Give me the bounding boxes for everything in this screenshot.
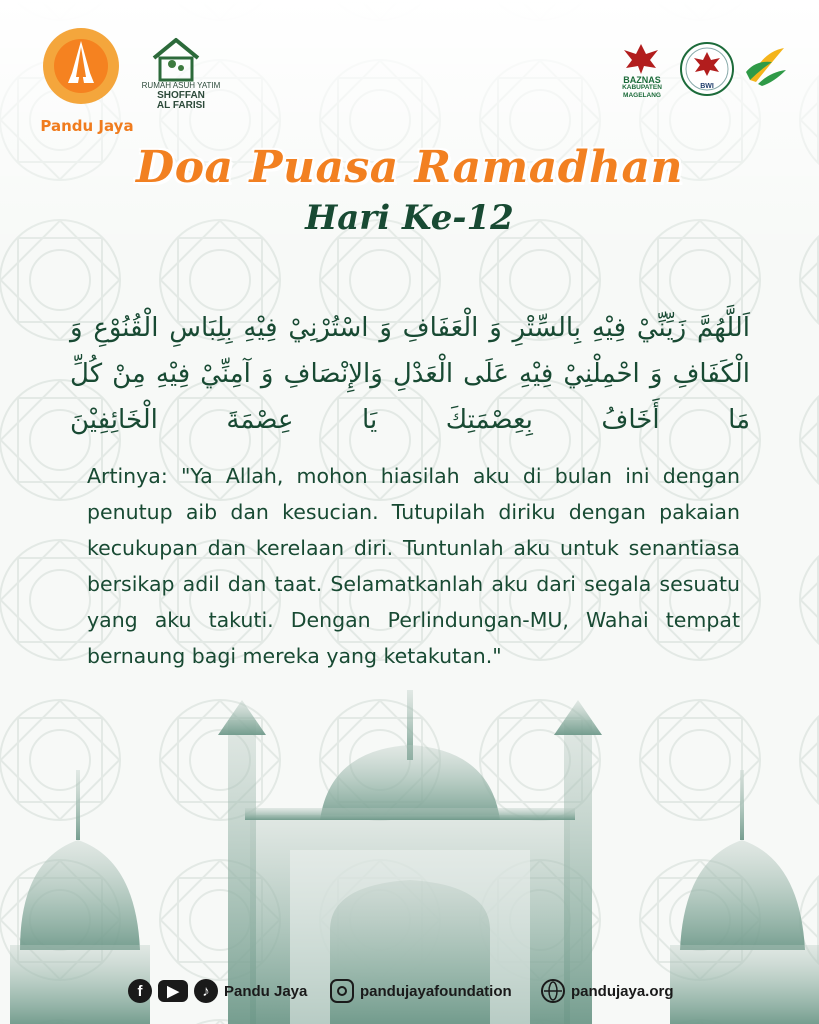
social-group-website	[541, 979, 674, 1003]
brand-name: Pandu Jaya	[40, 117, 134, 135]
partner-leaf-logo	[742, 42, 788, 88]
social-group-instagram	[330, 979, 512, 1003]
bwi-text: BWI	[700, 83, 714, 90]
social-group-pandu	[128, 979, 307, 1003]
website-url[interactable]: pandujaya.org	[571, 982, 674, 1000]
baznas-name: BAZNAS	[623, 75, 661, 85]
social-name[interactable]: Pandu Jaya	[224, 982, 308, 1000]
arabic-prayer: اَللَّهُمَّ زَيِّنِّيْ فِيْهِ بِالسِّتْرِ وَ الْعَفَافِ وَ اسْتُرْنِيْ فِيْهِ بِلِبَاسِ الْقُنُوْعِ وَ الْكَفَافِ وَ احْمِلْنِيْ فِيْهِ عَلَى الْعَدْلِ وَالإِنْصَافِ وَ آمِنِّيْ فِيْهِ مِنْ كُلِّ مَا أَخَافُ بِعِصْمَتِكَ يَا عِصْمَةَ الْخَائِفِيْنَ	[70, 313, 750, 435]
instagram-handle[interactable]: pandujayafoundation	[360, 982, 512, 1000]
mosque-illustration	[0, 690, 819, 1024]
tiktok-icon[interactable]: ♪	[194, 979, 218, 1003]
pandu-jaya-logo	[42, 27, 120, 105]
baznas-region: KABUPATEN MAGELANG	[622, 84, 662, 99]
rumah-asuh-house-icon	[146, 36, 206, 82]
footer-social-bar	[0, 976, 819, 1012]
rumah-line1: RUMAH ASUH YATIM	[141, 81, 221, 90]
baznas-label	[608, 76, 676, 100]
prayer-translation: Artinya: "Ya Allah, mohon hiasilah aku di bulan ini dengan penutup aib dan kesucian. Tutupilah diriku dengan pakaian kecukupan dan kerelaan diri. Tuntunlah aku untuk senantiasa bersikap adil dan taat. Selamatkanlah aku dari segala sesuatu yang aku takuti. Dengan Perlindungan-MU, Wahai tempat bernaung bagi mereka yang ketakutan."	[87, 464, 740, 668]
instagram-icon[interactable]	[330, 979, 354, 1003]
page-title: Doa Puasa Ramadhan	[136, 142, 683, 193]
rumah-line3: AL FARISI	[156, 100, 206, 111]
facebook-icon[interactable]: f	[128, 979, 152, 1003]
rumah-line2: SHOFFAN	[157, 90, 205, 101]
youtube-icon[interactable]: ▶	[158, 980, 188, 1002]
rumah-asuh-label	[138, 81, 224, 111]
page-subtitle: Hari Ke-12	[305, 198, 514, 238]
bwi-logo	[680, 42, 734, 96]
globe-icon[interactable]	[541, 979, 565, 1003]
